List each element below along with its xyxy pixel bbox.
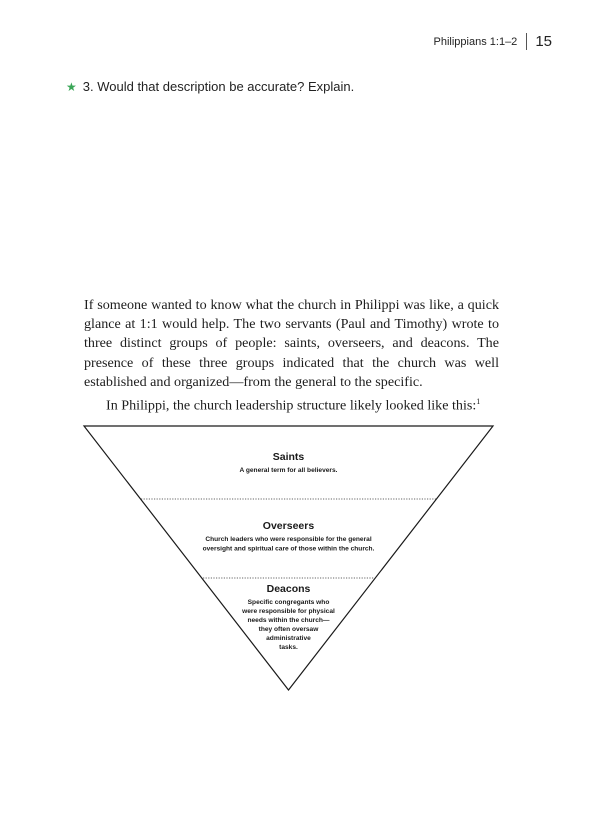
tier-description-line: were responsible for physical — [242, 608, 335, 615]
footnote-mark: 1 — [476, 397, 481, 407]
star-icon: ★ — [66, 79, 77, 94]
tier-description-line: Specific congregants who — [247, 599, 330, 606]
tier-description-line: needs within the church— — [247, 617, 330, 624]
question-text: 3. Would that description be accurate? Explain. — [82, 79, 355, 94]
tier-description-line: administrative — [266, 635, 311, 642]
paragraph-2-text: In Philippi, the church leadership structure likely looked like this: — [106, 397, 477, 414]
tier-description-line: oversight and spiritual care of those within the church. — [202, 545, 375, 553]
tier-list — [203, 451, 375, 651]
tier-saints — [240, 451, 338, 474]
running-head-section: Philippians 1:1–2 — [433, 35, 518, 48]
tier-overseers — [203, 520, 375, 553]
page-number: 15 — [535, 33, 552, 50]
tier-title: Saints — [272, 451, 305, 463]
tier-description-line: Church leaders who were responsible for the general — [205, 536, 372, 543]
paragraph-1: If someone wanted to know what the church in Philippi was like, a quick glance at 1:1 would help. The two servants (Paul and Timothy) wrote to three distinct groups of people: saints, overseers, and deacons. The presence of these three groups indicated that the church was well established and organized—from the general to the specific. — [84, 297, 499, 390]
tier-description-line: A general term for all believers. — [239, 467, 338, 474]
tier-title: Deacons — [266, 583, 311, 595]
tier-description-line: they often oversaw — [258, 626, 319, 633]
tier-deacons — [241, 583, 335, 651]
tier-description-line: tasks. — [279, 644, 298, 651]
tier-title: Overseers — [262, 520, 315, 532]
